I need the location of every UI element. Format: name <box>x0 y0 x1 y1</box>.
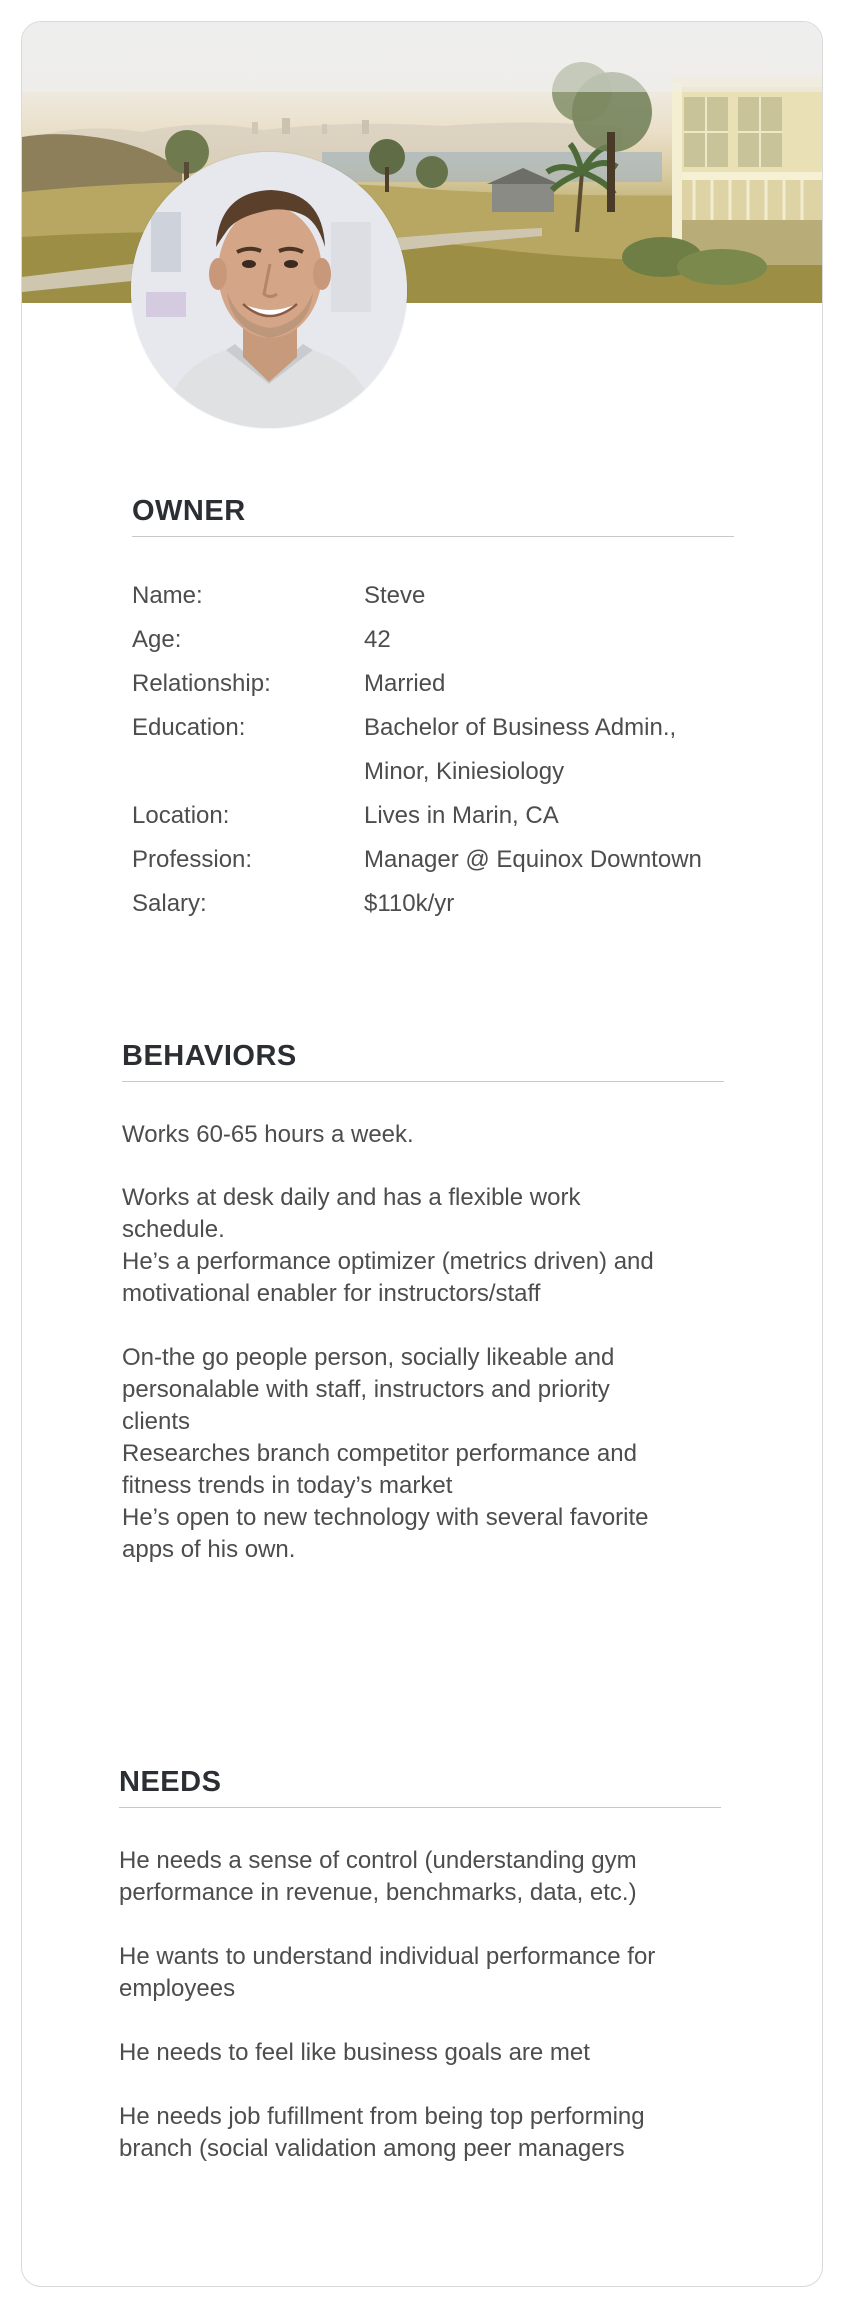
behavior-item: He’s a performance optimizer (metrics driven) and motivational enabler for instructors/staff <box>122 1248 654 1307</box>
behavior-item: Researches branch competitor performance and fitness trends in today’s market <box>122 1440 637 1499</box>
education-row <box>132 706 752 794</box>
persona-card <box>21 21 823 2287</box>
need-item: He wants to understand individual performance for employees <box>119 1943 656 2002</box>
behaviors-heading: BEHAVIORS <box>122 1040 297 1072</box>
location-value: Lives in Marin, CA <box>364 802 559 829</box>
location-row <box>132 794 752 838</box>
relationship-row <box>132 662 752 706</box>
profession-value: Manager @ Equinox Downtown <box>364 846 702 873</box>
name-row <box>132 574 752 618</box>
profession-row <box>132 838 752 882</box>
name-value: Steve <box>364 582 426 609</box>
name-label: Name: <box>132 582 203 609</box>
relationship-value: Married <box>364 670 446 697</box>
behavior-item: Works 60-65 hours a week. <box>122 1121 414 1148</box>
location-label: Location: <box>132 802 230 829</box>
need-item: He needs a sense of control (understanding gym performance in revenue, benchmarks, data, etc.) <box>119 1847 637 1906</box>
profession-label: Profession: <box>132 846 253 873</box>
relationship-label: Relationship: <box>132 670 271 697</box>
age-label: Age: <box>132 626 182 653</box>
education-value: Bachelor of Business Admin., <box>364 714 677 741</box>
age-row <box>132 618 752 662</box>
salary-value: $110k/yr <box>364 890 455 917</box>
education-label: Education: <box>132 714 246 741</box>
need-item: He needs to feel like business goals are met <box>119 2039 590 2066</box>
behavior-item: Works at desk daily and has a flexible work schedule. <box>122 1184 581 1243</box>
age-value: 42 <box>364 626 391 653</box>
behaviors-divider <box>122 1081 724 1082</box>
needs-divider <box>119 1807 721 1808</box>
profile-photo <box>131 152 407 428</box>
needs-heading: NEEDS <box>119 1766 222 1798</box>
owner-details <box>132 574 752 926</box>
need-item: He needs job fufillment from being top performing branch (social validation among peer managers <box>119 2103 645 2162</box>
behavior-item: He’s open to new technology with several favorite apps of his own. <box>122 1504 649 1563</box>
salary-label: Salary: <box>132 890 207 917</box>
salary-row <box>132 882 752 926</box>
behavior-item: On-the go people person, socially likeable and personalable with staff, instructors and priority clients <box>122 1344 615 1435</box>
education-value-line2: Minor, Kiniesiology <box>364 758 565 785</box>
owner-heading: OWNER <box>132 495 246 527</box>
owner-divider <box>132 536 734 537</box>
